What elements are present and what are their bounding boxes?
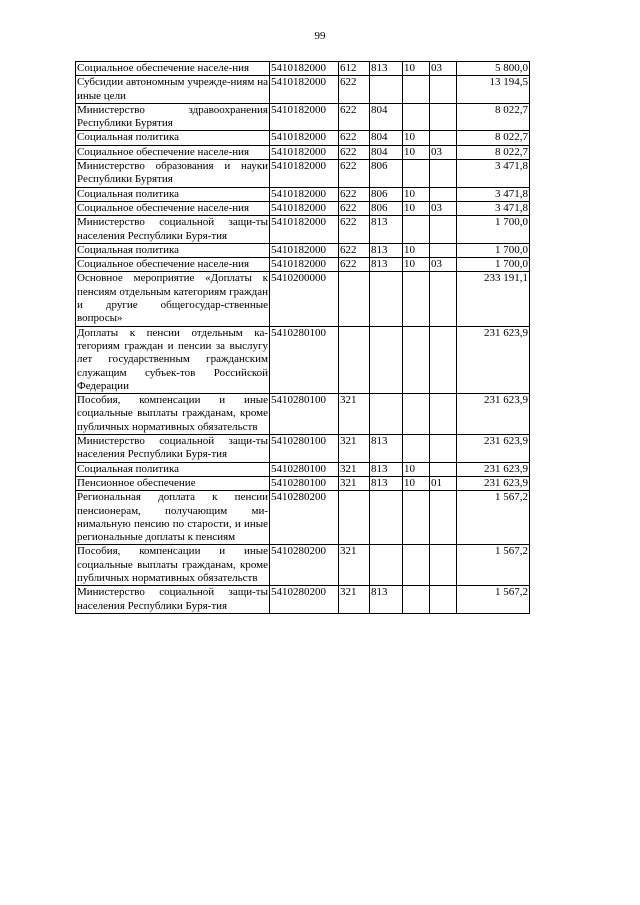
subsection-code-cell — [430, 76, 457, 104]
ministry-code-cell: 813 — [370, 435, 403, 463]
ministry-code-cell: 813 — [370, 258, 403, 272]
row-name-cell: Социальная политика — [76, 243, 270, 257]
target-article-code-cell: 5410280200 — [270, 545, 339, 586]
expense-type-code-cell: 622 — [339, 187, 370, 201]
target-article-code-cell: 5410182000 — [270, 131, 339, 145]
amount-cell: 5 800,0 — [457, 62, 530, 76]
amount-cell: 231 623,9 — [457, 435, 530, 463]
ministry-code-cell — [370, 545, 403, 586]
section-code-cell — [403, 491, 430, 545]
table-row — [76, 62, 530, 76]
target-article-code-cell: 5410182000 — [270, 160, 339, 188]
table-row — [76, 394, 530, 435]
table-row — [76, 160, 530, 188]
subsection-code-cell — [430, 545, 457, 586]
target-article-code-cell: 5410182000 — [270, 76, 339, 104]
section-code-cell: 10 — [403, 243, 430, 257]
subsection-code-cell — [430, 131, 457, 145]
amount-cell: 1 567,2 — [457, 545, 530, 586]
section-code-cell: 10 — [403, 187, 430, 201]
ministry-code-cell: 806 — [370, 201, 403, 215]
row-name-cell: Социальное обеспечение населе-ния — [76, 258, 270, 272]
section-code-cell: 10 — [403, 131, 430, 145]
section-code-cell — [403, 586, 430, 614]
subsection-code-cell: 03 — [430, 62, 457, 76]
target-article-code-cell: 5410182000 — [270, 187, 339, 201]
target-article-code-cell: 5410182000 — [270, 201, 339, 215]
row-name-cell: Пособия, компенсации и иные социальные выплаты гражданам, кроме публичных нормативных обязательств — [77, 394, 268, 433]
table-row — [76, 258, 530, 272]
ministry-code-cell — [370, 326, 403, 393]
expense-type-code-cell: 622 — [339, 103, 370, 131]
table-row — [76, 491, 530, 545]
expense-type-code-cell: 622 — [339, 216, 370, 244]
ministry-code-cell: 804 — [370, 145, 403, 159]
subsection-code-cell — [430, 103, 457, 131]
row-name-cell: Министерство образования и науки Республики Бурятия — [77, 160, 268, 186]
expense-type-code-cell — [339, 491, 370, 545]
section-code-cell — [403, 435, 430, 463]
table-row — [76, 545, 530, 586]
expense-type-code-cell: 321 — [339, 462, 370, 476]
target-article-code-cell: 5410280200 — [270, 586, 339, 614]
amount-cell: 3 471,8 — [457, 160, 530, 188]
subsection-code-cell — [430, 326, 457, 393]
budget-table — [75, 61, 530, 614]
row-name-cell: Социальная политика — [76, 187, 270, 201]
subsection-code-cell — [430, 435, 457, 463]
expense-type-code-cell: 622 — [339, 201, 370, 215]
target-article-code-cell: 5410200000 — [270, 272, 339, 326]
subsection-code-cell: 03 — [430, 258, 457, 272]
page-number: 99 — [314, 30, 326, 42]
amount-cell: 1 700,0 — [457, 216, 530, 244]
section-code-cell — [403, 545, 430, 586]
expense-type-code-cell: 622 — [339, 258, 370, 272]
table-row — [76, 243, 530, 257]
expense-type-code-cell: 321 — [339, 435, 370, 463]
amount-cell: 8 022,7 — [457, 145, 530, 159]
expense-type-code-cell: 321 — [339, 394, 370, 435]
subsection-code-cell: 03 — [430, 145, 457, 159]
amount-cell: 231 623,9 — [457, 476, 530, 490]
amount-cell: 1 567,2 — [457, 586, 530, 614]
amount-cell: 233 191,1 — [457, 272, 530, 326]
section-code-cell — [403, 272, 430, 326]
expense-type-code-cell: 622 — [339, 243, 370, 257]
section-code-cell — [403, 216, 430, 244]
ministry-code-cell: 804 — [370, 131, 403, 145]
row-name-cell: Социальное обеспечение населе-ния — [76, 145, 270, 159]
expense-type-code-cell — [339, 272, 370, 326]
amount-cell: 13 194,5 — [457, 76, 530, 104]
amount-cell: 8 022,7 — [457, 103, 530, 131]
section-code-cell — [403, 160, 430, 188]
row-name-cell: Социальное обеспечение населе-ния — [76, 62, 270, 76]
row-name-cell: Министерство социальной защи-ты населения Республики Буря-тия — [77, 435, 268, 461]
section-code-cell: 10 — [403, 462, 430, 476]
ministry-code-cell — [370, 491, 403, 545]
target-article-code-cell: 5410280100 — [270, 462, 339, 476]
subsection-code-cell — [430, 462, 457, 476]
amount-cell: 1 567,2 — [457, 491, 530, 545]
table-row — [76, 131, 530, 145]
subsection-code-cell — [430, 160, 457, 188]
ministry-code-cell — [370, 76, 403, 104]
section-code-cell: 10 — [403, 201, 430, 215]
target-article-code-cell: 5410280100 — [270, 326, 339, 393]
row-name-cell: Министерство социальной защи-ты населения Республики Буря-тия — [77, 586, 268, 612]
expense-type-code-cell: 321 — [339, 586, 370, 614]
section-code-cell: 10 — [403, 62, 430, 76]
ministry-code-cell: 813 — [370, 243, 403, 257]
row-name-cell: Субсидии автономным учрежде-ниям на иные цели — [77, 76, 268, 102]
subsection-code-cell — [430, 586, 457, 614]
amount-cell: 3 471,8 — [457, 201, 530, 215]
ministry-code-cell: 813 — [370, 476, 403, 490]
target-article-code-cell: 5410280100 — [270, 394, 339, 435]
amount-cell: 231 623,9 — [457, 326, 530, 393]
section-code-cell: 10 — [403, 258, 430, 272]
table-row — [76, 476, 530, 490]
target-article-code-cell: 5410280100 — [270, 435, 339, 463]
expense-type-code-cell: 321 — [339, 476, 370, 490]
table-row — [76, 326, 530, 393]
table-row — [76, 103, 530, 131]
row-name-cell: Основное мероприятие «Доплаты к пенсиям отдельным категориям граждан и другие общегосудар-ственные вопросы» — [77, 272, 268, 325]
subsection-code-cell: 03 — [430, 201, 457, 215]
subsection-code-cell — [430, 491, 457, 545]
row-name-cell: Доплаты к пенсии отдельным ка-тегориям граждан и пенсии за выслугу лет государственным гражданским служащим субъек-тов Российской Федерации — [77, 326, 268, 392]
row-name-cell: Социальная политика — [76, 462, 270, 476]
row-name-cell: Пособия, компенсации и иные социальные выплаты гражданам, кроме публичных нормативных обязательств — [77, 545, 268, 584]
table-row — [76, 201, 530, 215]
ministry-code-cell: 804 — [370, 103, 403, 131]
row-name-cell: Пенсионное обеспечение — [76, 476, 270, 490]
target-article-code-cell: 5410182000 — [270, 258, 339, 272]
row-name-cell: Социальная политика — [76, 131, 270, 145]
subsection-code-cell — [430, 216, 457, 244]
expense-type-code-cell: 612 — [339, 62, 370, 76]
amount-cell: 231 623,9 — [457, 394, 530, 435]
expense-type-code-cell — [339, 326, 370, 393]
target-article-code-cell: 5410280200 — [270, 491, 339, 545]
amount-cell: 8 022,7 — [457, 131, 530, 145]
expense-type-code-cell: 622 — [339, 145, 370, 159]
amount-cell: 3 471,8 — [457, 187, 530, 201]
amount-cell: 1 700,0 — [457, 258, 530, 272]
table-row — [76, 145, 530, 159]
subsection-code-cell — [430, 394, 457, 435]
target-article-code-cell: 5410182000 — [270, 62, 339, 76]
subsection-code-cell — [430, 243, 457, 257]
ministry-code-cell: 806 — [370, 160, 403, 188]
target-article-code-cell: 5410182000 — [270, 103, 339, 131]
section-code-cell: 10 — [403, 145, 430, 159]
ministry-code-cell: 813 — [370, 216, 403, 244]
target-article-code-cell: 5410182000 — [270, 216, 339, 244]
expense-type-code-cell: 622 — [339, 131, 370, 145]
table-row — [76, 272, 530, 326]
section-code-cell: 10 — [403, 476, 430, 490]
ministry-code-cell: 813 — [370, 62, 403, 76]
row-name-cell: Региональная доплата к пенсии пенсионерам, получающим ми-нимальную пенсию по старости, и иные региональные доплаты к пенсиям — [77, 491, 268, 544]
amount-cell: 231 623,9 — [457, 462, 530, 476]
table-row — [76, 216, 530, 244]
amount-cell: 1 700,0 — [457, 243, 530, 257]
expense-type-code-cell: 622 — [339, 160, 370, 188]
expense-type-code-cell: 321 — [339, 545, 370, 586]
table-row — [76, 435, 530, 463]
subsection-code-cell: 01 — [430, 476, 457, 490]
budget-table-body — [76, 62, 530, 614]
ministry-code-cell: 813 — [370, 462, 403, 476]
row-name-cell: Социальное обеспечение населе-ния — [76, 201, 270, 215]
section-code-cell — [403, 394, 430, 435]
expense-type-code-cell: 622 — [339, 76, 370, 104]
target-article-code-cell: 5410182000 — [270, 145, 339, 159]
table-row — [76, 76, 530, 104]
row-name-cell: Министерство социальной защи-ты населения Республики Буря-тия — [77, 216, 268, 242]
table-row — [76, 586, 530, 614]
section-code-cell — [403, 326, 430, 393]
ministry-code-cell: 813 — [370, 586, 403, 614]
section-code-cell — [403, 103, 430, 131]
ministry-code-cell: 806 — [370, 187, 403, 201]
ministry-code-cell — [370, 394, 403, 435]
subsection-code-cell — [430, 272, 457, 326]
table-row — [76, 462, 530, 476]
subsection-code-cell — [430, 187, 457, 201]
target-article-code-cell: 5410182000 — [270, 243, 339, 257]
row-name-cell: Министерство здравоохранения Республики Бурятия — [77, 103, 268, 130]
target-article-code-cell: 5410280100 — [270, 476, 339, 490]
table-row — [76, 187, 530, 201]
section-code-cell — [403, 76, 430, 104]
ministry-code-cell — [370, 272, 403, 326]
